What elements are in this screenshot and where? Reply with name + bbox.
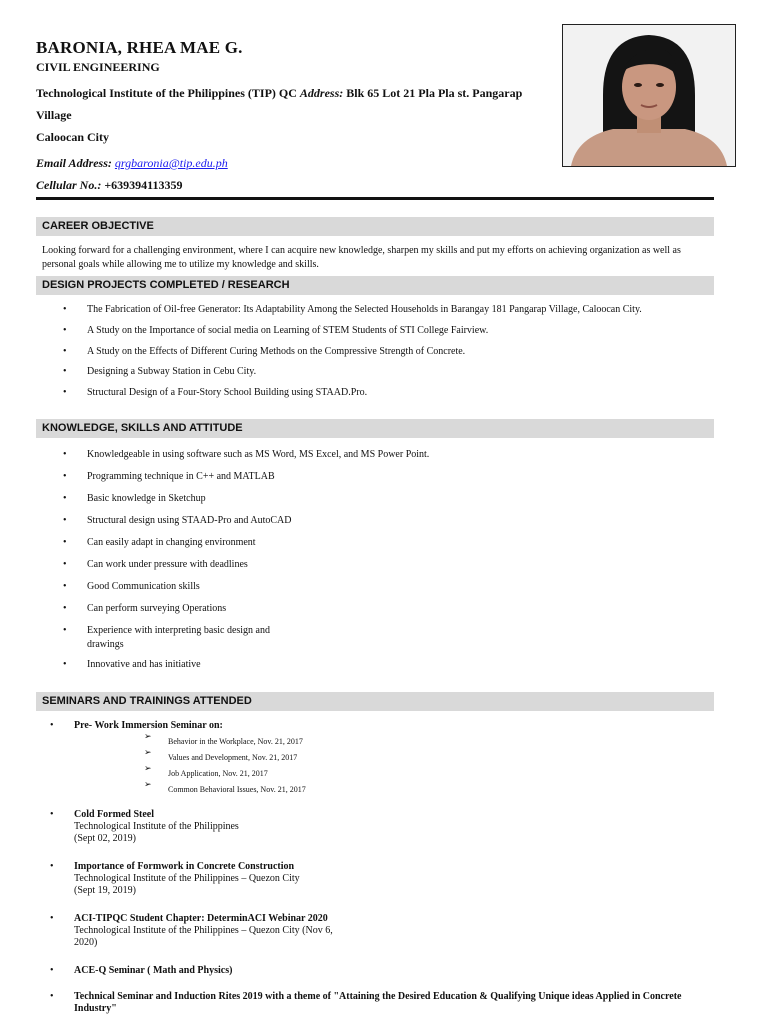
seminar-title: Pre- Work Immersion Seminar on: — [74, 720, 223, 731]
project-item: • A Study on the Importance of social media on Learning of STEM Students of STI College Fairview. — [63, 325, 489, 336]
skill-item: • Innovative and has initiative — [63, 659, 201, 670]
seminar-org: Technological Institute of the Philippines – Quezon City (Sept 19, 2019) — [74, 873, 300, 896]
seminar-title: Importance of Formwork in Concrete Construction — [74, 861, 295, 872]
design-projects-heading: DESIGN PROJECTS COMPLETED / RESEARCH — [36, 276, 714, 295]
skill-item: • Experience with interpreting basic design and drawings — [63, 625, 270, 650]
skill-item: • Programming technique in C++ and MATLAB — [63, 471, 275, 482]
career-objective-heading: CAREER OBJECTIVE — [36, 217, 714, 236]
project-item: • A Study on the Effects of Different Curing Methods on the Compressive Strength of Concrete. — [63, 346, 466, 357]
seminar-title: Cold Formed Steel — [74, 809, 154, 820]
applicant-name: BARONIA, RHEA MAE G. — [36, 38, 243, 57]
seminar-item: • Importance of Formwork in Concrete Construction Technological Institute of the Philippines – Quezon City (Sept 19, 2019) — [50, 861, 710, 913]
address-line2: Caloocan City — [36, 130, 109, 144]
seminar-title: ACI-TIPQC Student Chapter: DeterminACI Webinar 2020 — [74, 913, 328, 924]
skill-item: • Can perform surveying Operations — [63, 603, 227, 614]
project-item: • The Fabrication of Oil-free Generator: Its Adaptability Among the Selected Households in Barangay 181 Pangarap Village, Caloocan City. — [63, 304, 642, 315]
seminar-title: Technical Seminar and Induction Rites 2019 with a theme of "Attaining the Desired Education & Qualifying Unique ideas Applied in Concrete Industry" — [74, 991, 682, 1014]
seminar-sub-item: ➢ Behavior in the Workplace, Nov. 21, 2017 — [144, 731, 303, 746]
email-line — [36, 156, 556, 170]
seminar-sub-item: ➢ Values and Development, Nov. 21, 2017 — [144, 747, 298, 762]
seminar-item: • Pre- Work Immersion Seminar on: ➢ Behavior in the Workplace, Nov. 21, 2017 ➢ Values and Development, Nov. 21, 2017 ➢ Job Application, Nov. 21, 2017 ➢ Common Behavioral Issues, Nov. 21, 2017 — [50, 720, 710, 809]
design-projects-list — [63, 304, 703, 407]
seminar-item: • ACI-TIPQC Student Chapter: DeterminACI Webinar 2020 Technological Institute of the Philippines – Quezon City (Nov 6, 2020) — [50, 913, 710, 965]
course: CIVIL ENGINEERING — [36, 60, 160, 74]
phone-label: Cellular No.: — [36, 178, 102, 192]
address-label: Address: — [299, 86, 344, 100]
address-line1: Blk 65 Lot 21 Pla Pla st. Pangarap Village — [36, 86, 523, 122]
project-item: • Structural Design of a Four-Story School Building using STAAD.Pro. — [63, 387, 368, 398]
seminar-org: Technological Institute of the Philippines — [74, 821, 239, 832]
seminar-item: • Technical Seminar and Induction Rites 2019 with a theme of "Attaining the Desired Education & Qualifying Unique ideas Applied in Concrete Industry" — [50, 991, 710, 1015]
seminar-title: ACE-Q Seminar ( Math and Physics) — [74, 965, 233, 976]
seminar-sub-item: ➢ Common Behavioral Issues, Nov. 21, 2017 — [144, 779, 306, 794]
seminars-heading: SEMINARS AND TRAININGS ATTENDED — [36, 692, 714, 711]
skill-item: • Structural design using STAAD-Pro and AutoCAD — [63, 515, 292, 526]
resume-header — [36, 38, 556, 192]
skills-list — [63, 448, 703, 678]
skill-item: • Basic knowledge in Sketchup — [63, 493, 206, 504]
profile-photo — [562, 24, 736, 167]
email-label: Email Address: — [36, 156, 112, 170]
seminar-item: • ACE-Q Seminar ( Math and Physics) — [50, 965, 710, 991]
career-objective-text: Looking forward for a challenging environment, where I can acquire new knowledge, sharpen my skills and put my efforts on achieving organization as well as personal goals while allowing me to utilize my knowledge and skills. — [42, 245, 681, 270]
school-address — [36, 82, 556, 148]
skill-item: • Can work under pressure with deadlines — [63, 559, 248, 570]
header-divider — [36, 197, 714, 200]
seminar-sub-list — [144, 731, 710, 798]
seminar-date: (Sept 02, 2019) — [74, 833, 136, 844]
phone-line — [36, 178, 556, 192]
skill-item: • Can easily adapt in changing environment — [63, 537, 256, 548]
seminar-sub-item: ➢ Job Application, Nov. 21, 2017 — [144, 763, 268, 778]
skill-item: • Good Communication skills — [63, 581, 200, 592]
seminar-org: Technological Institute of the Philippines – Quezon City (Nov 6, 2020) — [74, 925, 333, 948]
seminar-item: • Cold Formed Steel Technological Institute of the Philippines (Sept 02, 2019) — [50, 809, 710, 861]
email-link[interactable]: qrgbaronia@tip.edu.ph — [114, 156, 228, 170]
skills-heading: KNOWLEDGE, SKILLS AND ATTITUDE — [36, 419, 714, 438]
project-item: • Designing a Subway Station in Cebu City. — [63, 366, 257, 377]
seminars-list — [50, 720, 710, 1015]
phone-number: +639394113359 — [104, 178, 183, 192]
school-name: Technological Institute of the Philippines (TIP) QC — [36, 86, 297, 100]
skill-item: • Knowledgeable in using software such as MS Word, MS Excel, and MS Power Point. — [63, 449, 430, 460]
